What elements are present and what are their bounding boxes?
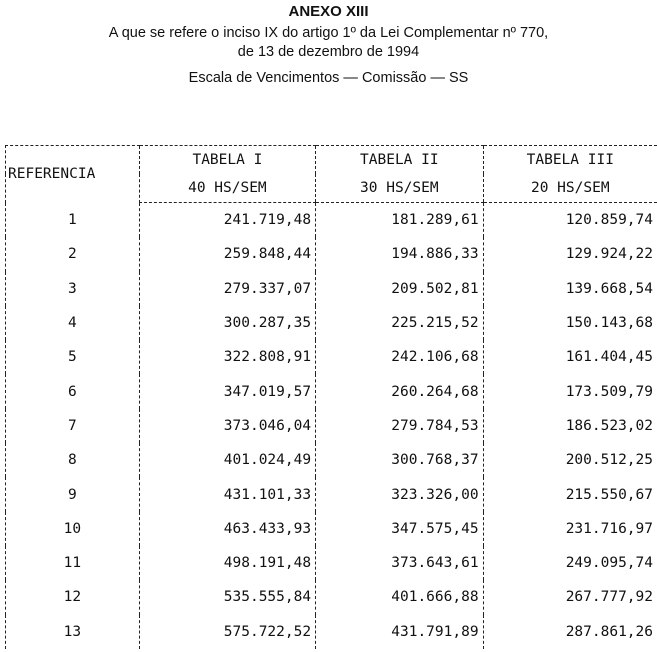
salary-scale-heading: Escala de Vencimentos — Comissão — SS xyxy=(188,70,469,86)
table-row xyxy=(6,443,657,477)
table-row xyxy=(6,340,657,374)
header-tabela-1: TABELA I xyxy=(139,146,315,175)
annex-subtitle xyxy=(0,24,657,62)
cell-tabela-2: 300.768,37 xyxy=(316,443,483,477)
cell-tabela-2: 260.264,68 xyxy=(316,374,483,408)
cell-tabela-1: 575.722,52 xyxy=(139,615,315,649)
cell-referencia: 13 xyxy=(6,615,140,649)
cell-tabela-3: 161.404,45 xyxy=(483,340,657,374)
cell-tabela-2: 209.502,81 xyxy=(316,272,483,306)
cell-referencia: 4 xyxy=(6,306,140,340)
cell-tabela-2: 194.886,33 xyxy=(316,237,483,271)
cell-tabela-3: 249.095,74 xyxy=(483,546,657,580)
cell-referencia: 10 xyxy=(6,512,140,546)
cell-tabela-3: 200.512,25 xyxy=(483,443,657,477)
cell-tabela-3: 267.777,92 xyxy=(483,580,657,614)
table-row xyxy=(6,477,657,511)
cell-referencia: 8 xyxy=(6,443,140,477)
header-referencia: REFERENCIA xyxy=(6,146,140,203)
cell-referencia: 11 xyxy=(6,546,140,580)
cell-tabela-1: 535.555,84 xyxy=(139,580,315,614)
cell-tabela-1: 279.337,07 xyxy=(139,272,315,306)
cell-referencia: 2 xyxy=(6,237,140,271)
cell-tabela-1: 300.287,35 xyxy=(139,306,315,340)
cell-tabela-1: 401.024,49 xyxy=(139,443,315,477)
table-row xyxy=(6,409,657,443)
cell-tabela-1: 259.848,44 xyxy=(139,237,315,271)
cell-tabela-1: 373.046,04 xyxy=(139,409,315,443)
table-header-row xyxy=(6,146,657,175)
cell-tabela-1: 431.101,33 xyxy=(139,477,315,511)
table-row xyxy=(6,306,657,340)
cell-tabela-2: 373.643,61 xyxy=(316,546,483,580)
cell-tabela-1: 322.808,91 xyxy=(139,340,315,374)
cell-tabela-2: 401.666,88 xyxy=(316,580,483,614)
cell-tabela-3: 186.523,02 xyxy=(483,409,657,443)
cell-referencia: 5 xyxy=(6,340,140,374)
cell-referencia: 1 xyxy=(6,203,140,238)
subtitle-line-2: de 13 de dezembro de 1994 xyxy=(237,44,420,60)
subheader-tabela-2: 30 HS/SEM xyxy=(316,174,483,203)
cell-tabela-2: 242.106,68 xyxy=(316,340,483,374)
table-row xyxy=(6,512,657,546)
cell-tabela-3: 287.861,26 xyxy=(483,615,657,649)
cell-tabela-1: 241.719,48 xyxy=(139,203,315,238)
table-row xyxy=(6,374,657,408)
cell-referencia: 9 xyxy=(6,477,140,511)
cell-tabela-2: 431.791,89 xyxy=(316,615,483,649)
cell-tabela-3: 173.509,79 xyxy=(483,374,657,408)
cell-tabela-3: 150.143,68 xyxy=(483,306,657,340)
cell-tabela-3: 231.716,97 xyxy=(483,512,657,546)
cell-referencia: 3 xyxy=(6,272,140,306)
cell-tabela-3: 120.859,74 xyxy=(483,203,657,238)
subheader-tabela-3: 20 HS/SEM xyxy=(483,174,657,203)
cell-referencia: 12 xyxy=(6,580,140,614)
table-row xyxy=(6,237,657,271)
subheader-tabela-1: 40 HS/SEM xyxy=(139,174,315,203)
cell-tabela-2: 181.289,61 xyxy=(316,203,483,238)
cell-tabela-3: 139.668,54 xyxy=(483,272,657,306)
cell-tabela-3: 215.550,67 xyxy=(483,477,657,511)
cell-tabela-1: 463.433,93 xyxy=(139,512,315,546)
cell-tabela-2: 225.215,52 xyxy=(316,306,483,340)
cell-tabela-1: 347.019,57 xyxy=(139,374,315,408)
table-row xyxy=(6,546,657,580)
header-tabela-3: TABELA III xyxy=(483,146,657,175)
cell-tabela-3: 129.924,22 xyxy=(483,237,657,271)
table-row xyxy=(6,272,657,306)
cell-tabela-2: 347.575,45 xyxy=(316,512,483,546)
cell-tabela-2: 279.784,53 xyxy=(316,409,483,443)
cell-tabela-1: 498.191,48 xyxy=(139,546,315,580)
table-row xyxy=(6,615,657,649)
annex-title: ANEXO XIII xyxy=(288,3,369,20)
salary-table xyxy=(5,145,657,649)
header-tabela-2: TABELA II xyxy=(316,146,483,175)
table-row xyxy=(6,203,657,238)
cell-referencia: 7 xyxy=(6,409,140,443)
cell-referencia: 6 xyxy=(6,374,140,408)
cell-tabela-2: 323.326,00 xyxy=(316,477,483,511)
subtitle-line-1: A que se refere o inciso IX do artigo 1º da Lei Complementar nº 770, xyxy=(108,25,549,41)
table-row xyxy=(6,580,657,614)
